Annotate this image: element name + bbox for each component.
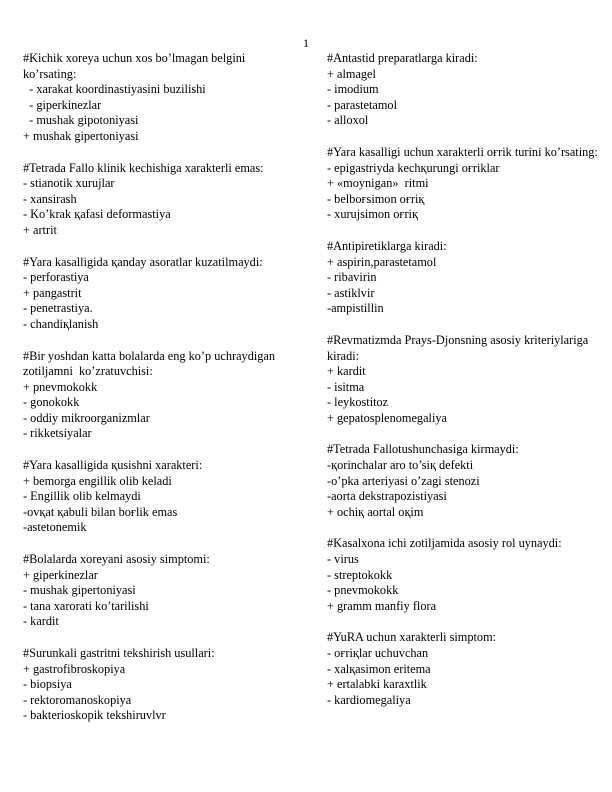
answer-option: - mushak gipotoniyasi [23, 113, 139, 128]
question-block [23, 646, 301, 724]
answer-option: -aorta dekstrapozistiyasi [327, 489, 447, 504]
answer-option: + kardit [327, 364, 366, 379]
answer-option: + ochiқ aortal oқim [327, 504, 424, 519]
answer-option: - penetrastiya. [23, 301, 93, 316]
question-text: #Surunkali gastritni tekshirish usullari: [23, 646, 215, 660]
question-block [23, 255, 301, 333]
question-block [327, 333, 609, 427]
answer-option: - rikketsiyalar [23, 426, 92, 441]
question-block [327, 51, 609, 129]
question-block [327, 239, 609, 317]
question-block [23, 161, 301, 239]
question-text: #Antastid preparatlarga kiradi: [327, 51, 478, 65]
answer-option: -қorinchalar aro to’siқ defekti [327, 458, 474, 473]
answer-option: - belboғsimon oғriқ [327, 191, 425, 206]
answer-option: - ribavirin [327, 270, 377, 285]
question-text: #YuRA uchun xarakterli simptom: [327, 630, 497, 645]
answer-option: - xansirash [23, 191, 77, 206]
question-block [327, 442, 609, 520]
question-text: #Tetrada Fallo klinik kechishiga xarakterli emas: [23, 160, 264, 175]
question-text: #Kasalxona ichi zotiljamida asosiy rol uynaydi: [327, 536, 562, 551]
answer-option: - astiklvir [327, 285, 375, 300]
right-column [327, 51, 609, 724]
page-number: 1 [303, 36, 309, 50]
answer-option: - xurujsimon oғriқ [327, 207, 418, 222]
question-text: #Revmatizmda Prays-Djonsning asosiy kriteriylariga kiradi: [327, 332, 592, 363]
answer-option: - oғriқlar uchuvchan [327, 646, 429, 660]
answer-option: - pnevmokokk [327, 583, 399, 598]
answer-option: + mushak gipertoniyasi [23, 128, 139, 143]
answer-option: + gramm manfiy flora [327, 598, 437, 613]
answer-option: - Engillik olib kelmaydi [23, 489, 141, 504]
answer-option: -astetonemik [23, 520, 87, 535]
answer-option: - oddiy mikroorganizmlar [23, 410, 150, 425]
answer-option: - giperkinezlar [23, 97, 102, 112]
question-block [327, 630, 609, 708]
question-block [23, 349, 301, 443]
answer-option: - alloxol [327, 113, 369, 128]
answer-option: - parastetamol [327, 97, 397, 112]
left-column [23, 51, 301, 740]
answer-option: + «moynigan» ritmi [327, 176, 429, 191]
answer-option: - gonokokk [23, 395, 80, 410]
answer-option: - kardiomegaliya [327, 692, 411, 707]
question-text: #Kichik xoreya uchun xos bo’lmagan belgini ko’rsating: [23, 51, 249, 81]
answer-option: + pnevmokokk [23, 379, 98, 394]
answer-option: + aspirin,parastetamol [327, 254, 437, 269]
answer-option: - epigastriyda kechқurungi oғriklar [327, 160, 500, 175]
answer-option: -o’pka arteriyasi o’zagi stenozi [327, 473, 480, 488]
question-text: #Bir yoshdan katta bolalarda eng ko’p uchraydigan zotiljamni ko’zratuvchisi: [23, 348, 279, 379]
question-text: #Bolalarda xoreyani asosiy simptomi: [23, 552, 210, 567]
answer-option: - kardit [23, 614, 59, 629]
question-block [23, 458, 301, 536]
answer-option: + ertalabki karaxtlik [327, 677, 427, 692]
question-block [23, 51, 301, 145]
question-text: #Antipiretiklarga kiradi: [327, 238, 447, 253]
answer-option: - rektoromanoskopiya [23, 692, 132, 707]
answer-option: - isitma [327, 379, 365, 394]
answer-option: - perforastiya [23, 270, 89, 285]
answer-option: - virus [327, 552, 359, 567]
answer-option: - tana xarorati ko’tarilishi [23, 598, 149, 613]
answer-option: + bemorga engillik olib keladi [23, 473, 172, 488]
answer-option: - streptokokk [327, 567, 393, 582]
answer-option: + giperkinezlar [23, 567, 98, 582]
answer-option: - stianotik xurujlar [23, 176, 115, 191]
question-block [23, 552, 301, 630]
answer-option: + gastrofibroskopiya [23, 661, 126, 676]
answer-option: - chandiқlanish [23, 316, 99, 331]
answer-option: - mushak gipertoniyasi [23, 583, 136, 598]
answer-option: + almagel [327, 66, 376, 81]
answer-option: -ampistillin [327, 301, 384, 316]
answer-option: - xalқasimon eritema [327, 661, 431, 676]
answer-option: - biopsiya [23, 677, 72, 692]
question-block [327, 145, 609, 223]
answer-option: - Ko’krak қafasi deformastiya [23, 207, 171, 222]
answer-option: -ovқat қabuli bilan boғlik emas [23, 504, 178, 519]
answer-option: + pangastrit [23, 285, 82, 300]
question-block [327, 536, 609, 614]
answer-option: + artrit [23, 222, 57, 237]
answer-option: - leykostitoz [327, 395, 389, 410]
question-text: #Tetrada Fallotushunchasiga kirmaydi: [327, 442, 519, 457]
answer-option: - imodium [327, 82, 379, 97]
question-text: #Yara kasalligida қusishni xarakteri: [23, 458, 203, 473]
answer-option: - xarakat koordinastiyasini buzilishi [23, 82, 206, 97]
question-text: #Yara kasalligida қanday asoratlar kuzatilmaydi: [23, 254, 263, 269]
question-text: #Yara kasalligi uchun xarakterli oғrik turini ko’rsating: [327, 144, 598, 159]
answer-option: - bakterioskopik tekshiruvlvr [23, 708, 166, 723]
answer-option: + gepatosplenomegaliya [327, 410, 447, 425]
